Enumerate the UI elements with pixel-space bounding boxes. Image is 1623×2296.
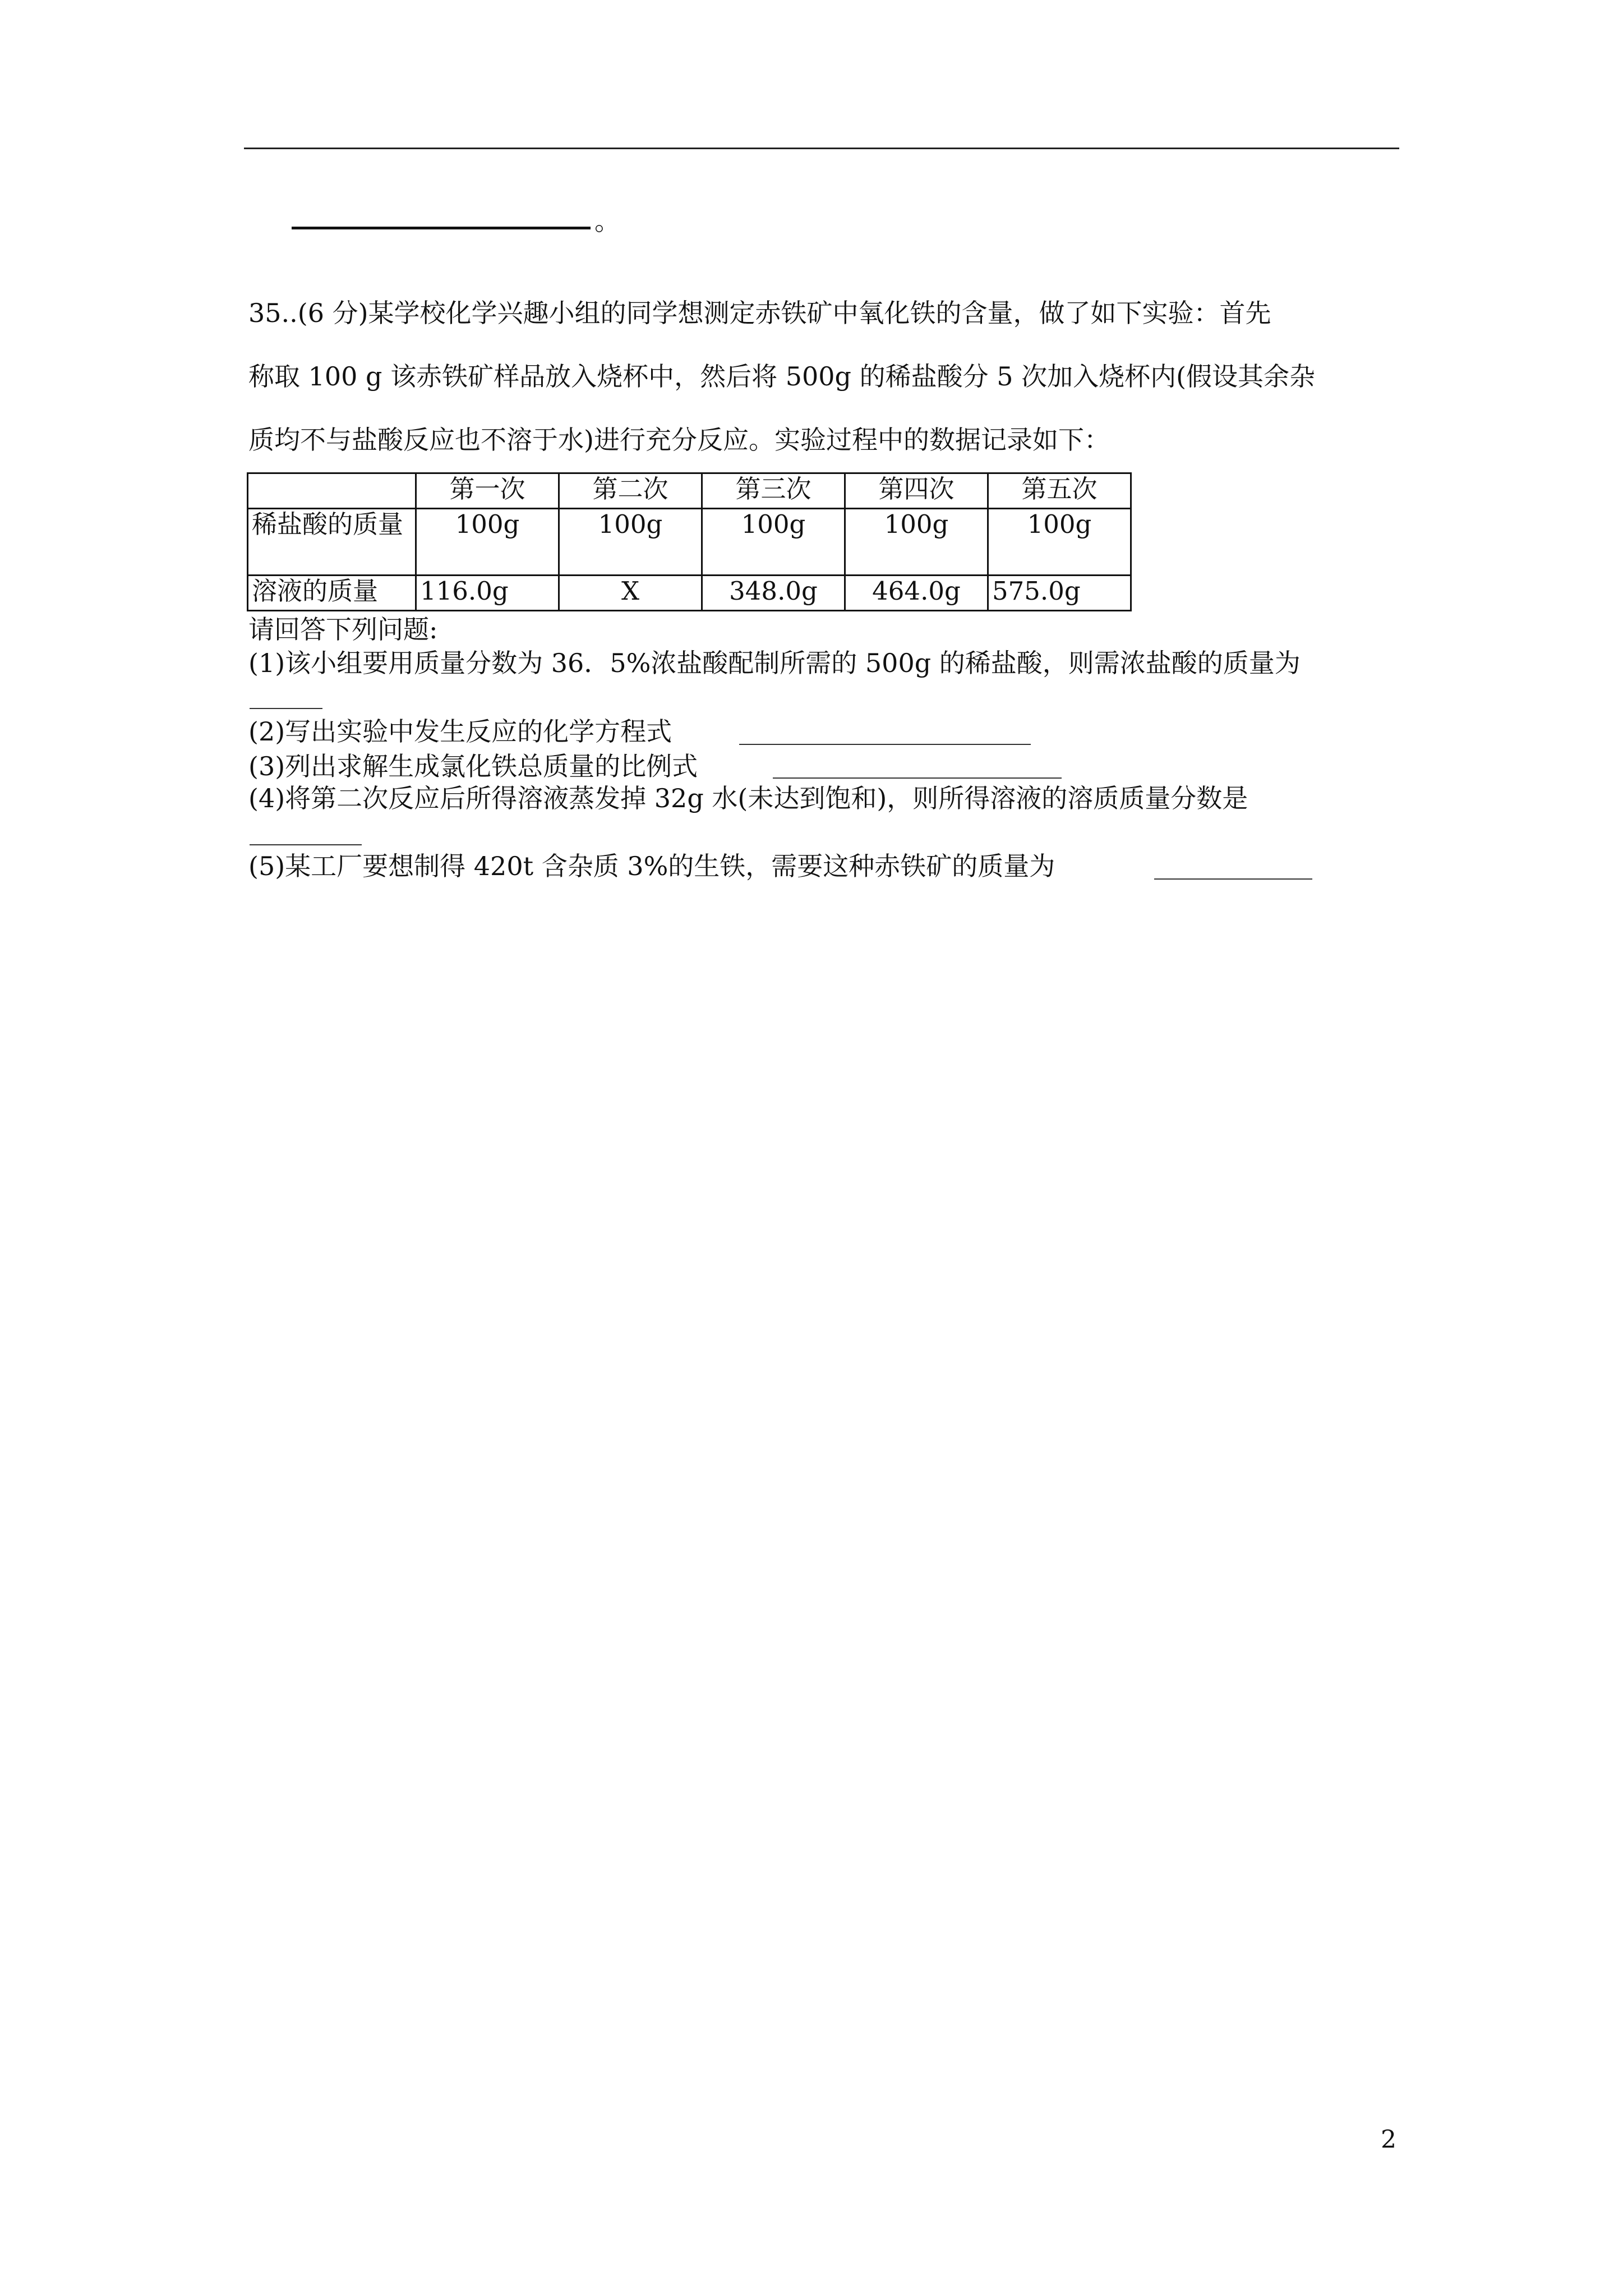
sub-question-3: (3)列出求解生成氯化铁总质量的比例式 — [248, 751, 698, 781]
sub-question-5: (5)某工厂要想制得 420t 含杂质 3%的生铁，需要这种赤铁矿的质量为 — [248, 851, 1055, 881]
sub-question-4: (4)将第二次反应后所得溶液蒸发掉 32g 水(未达到饱和)，则所得溶液的溶质质量分数是 — [248, 783, 1248, 813]
table-cell: 100g — [559, 509, 702, 576]
question-line-2: 称取 100 g 该赤铁矿样品放入烧杯中，然后将 500g 的稀盐酸分 5 次加入烧杯内(假设其余杂 — [248, 361, 1316, 392]
table-header-cell — [248, 473, 416, 509]
table-cell: 575.0g — [988, 576, 1131, 611]
answer-blank-4 — [250, 844, 362, 845]
table-header-cell: 第五次 — [988, 473, 1131, 509]
answer-blank-3 — [773, 777, 1062, 779]
table-header-row — [248, 473, 1131, 509]
answer-blank-1 — [250, 708, 322, 709]
header-rule — [244, 148, 1399, 149]
table-header-cell: 第三次 — [702, 473, 845, 509]
question-line-3: 质均不与盐酸反应也不溶于水)进行充分反应。实验过程中的数据记录如下： — [248, 425, 1110, 455]
sub-question-1: (1)该小组要用质量分数为 36．5%浓盐酸配制所需的 500g 的稀盐酸，则需浓盐酸的质量为 — [248, 648, 1301, 678]
table-cell: 348.0g — [702, 576, 845, 611]
table-row — [248, 576, 1131, 611]
end-mark: 。 — [594, 206, 620, 236]
table-cell: 464.0g — [845, 576, 988, 611]
table-cell: 100g — [988, 509, 1131, 576]
answer-blank-5 — [1154, 878, 1312, 880]
table-header-cell: 第四次 — [845, 473, 988, 509]
table-cell: 稀盐酸的质量 — [248, 509, 416, 576]
table-cell: 溶液的质量 — [248, 576, 416, 611]
page-number: 2 — [1381, 2125, 1396, 2154]
table-cell: 100g — [702, 509, 845, 576]
prompt-text: 请回答下列问题: — [248, 614, 438, 645]
answer-blank-line — [292, 227, 591, 229]
table-row — [248, 509, 1131, 576]
table-header-cell: 第二次 — [559, 473, 702, 509]
table-cell: 116.0g — [416, 576, 559, 611]
table-header-cell: 第一次 — [416, 473, 559, 509]
table-cell: 100g — [416, 509, 559, 576]
sub-question-2: (2)写出实验中发生反应的化学方程式 — [248, 716, 672, 747]
answer-blank-2 — [739, 744, 1031, 745]
question-line-1: 35..(6 分)某学校化学兴趣小组的同学想测定赤铁矿中氧化铁的含量，做了如下实验：首先 — [248, 298, 1271, 328]
table-cell: X — [559, 576, 702, 611]
table-cell: 100g — [845, 509, 988, 576]
data-table — [247, 472, 1132, 611]
